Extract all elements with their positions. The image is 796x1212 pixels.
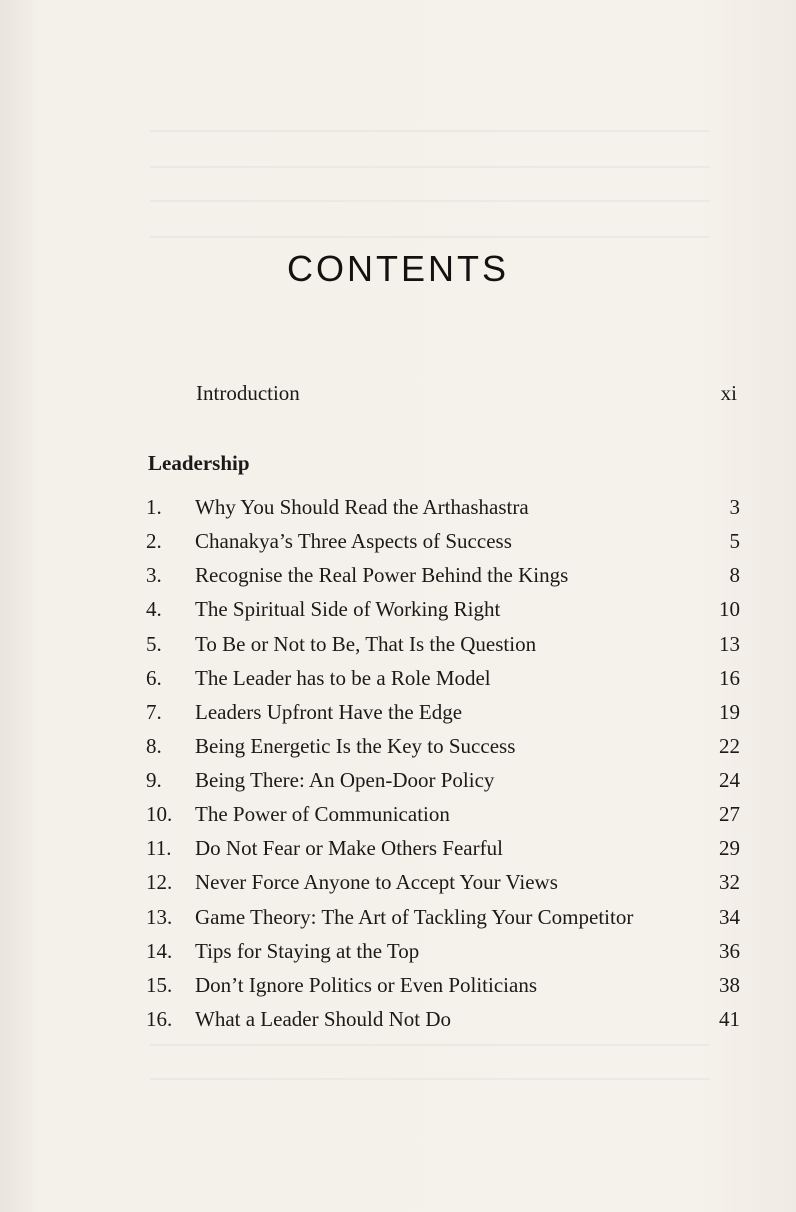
toc-entry[interactable]	[146, 939, 740, 973]
toc-entry[interactable]	[146, 905, 740, 939]
toc-entry-title: The Spiritual Side of Working Right	[195, 597, 501, 622]
toc-entry[interactable]	[146, 836, 740, 870]
toc-entry-title: The Power of Communication	[195, 802, 450, 827]
toc-entry[interactable]	[146, 870, 740, 904]
toc-entry[interactable]	[146, 597, 740, 631]
toc-entry-page: 36	[719, 938, 740, 963]
bleed-through-line	[150, 236, 710, 238]
toc-entry-number: 13.	[146, 904, 173, 929]
toc-entry-page: 29	[719, 836, 740, 861]
bleed-through-line	[150, 1078, 710, 1080]
toc-entry-page: 5	[729, 529, 740, 554]
toc-list	[146, 495, 740, 1041]
toc-entry-title: Never Force Anyone to Accept Your Views	[195, 870, 558, 895]
toc-entry-page: 41	[719, 1006, 740, 1031]
toc-entry-title: The Leader has to be a Role Model	[195, 665, 491, 690]
toc-entry-number: 2.	[146, 529, 162, 554]
toc-entry-title: What a Leader Should Not Do	[195, 1006, 452, 1031]
toc-entry-title: Do Not Fear or Make Others Fearful	[195, 836, 503, 861]
toc-entry[interactable]	[146, 768, 740, 802]
toc-entry-title: Leaders Upfront Have the Edge	[195, 699, 463, 724]
toc-entry-number: 7.	[146, 699, 162, 724]
toc-entry-title: Don’t Ignore Politics or Even Politicians	[195, 972, 537, 997]
toc-entry-page: 24	[719, 768, 740, 792]
toc-entry-number: 14.	[146, 938, 173, 963]
toc-entry-number: 5.	[146, 631, 162, 656]
toc-entry-number: 16.	[146, 1006, 173, 1031]
toc-entry[interactable]	[146, 666, 740, 700]
toc-introduction-row[interactable]	[196, 381, 737, 406]
introduction-title: Introduction	[196, 381, 300, 405]
toc-entry-page: 38	[719, 972, 740, 997]
toc-entry-page: 16	[719, 665, 740, 690]
toc-entry-page: 27	[719, 802, 740, 827]
toc-entry[interactable]	[146, 529, 740, 563]
bleed-through-line	[150, 200, 710, 202]
introduction-page: xi	[720, 381, 737, 405]
toc-entry-page: 19	[719, 699, 740, 724]
toc-entry-title: Tips for Staying at the Top	[195, 938, 420, 963]
bleed-through-line	[150, 130, 710, 132]
bleed-through-line	[150, 1044, 710, 1046]
toc-entry[interactable]	[146, 734, 740, 768]
toc-entry-title: Being Energetic Is the Key to Success	[195, 733, 516, 758]
toc-entry[interactable]	[146, 495, 740, 529]
toc-entry-page: 10	[719, 597, 740, 622]
toc-entry-number: 9.	[146, 768, 162, 792]
toc-entry-page: 22	[719, 733, 740, 758]
toc-entry-number: 6.	[146, 665, 162, 690]
toc-entry-number: 11.	[146, 836, 172, 861]
toc-entry[interactable]	[146, 632, 740, 666]
toc-entry-title: Being There: An Open-Door Policy	[195, 768, 495, 792]
page-title: CONTENTS	[287, 248, 509, 289]
toc-entry-number: 3.	[146, 563, 162, 588]
toc-entry-title: Why You Should Read the Arthashastra	[195, 495, 529, 519]
toc-entry[interactable]	[146, 973, 740, 1007]
toc-entry-title: To Be or Not to Be, That Is the Question	[195, 631, 537, 656]
toc-entry[interactable]	[146, 563, 740, 597]
toc-entry-page: 34	[719, 904, 740, 929]
toc-entry-number: 1.	[146, 495, 162, 519]
toc-entry-number: 12.	[146, 870, 173, 895]
toc-entry-page: 13	[719, 631, 740, 656]
section-heading: Leadership	[148, 451, 250, 475]
toc-entry-number: 15.	[146, 972, 173, 997]
toc-entry-page: 32	[719, 870, 740, 895]
bleed-through-line	[150, 166, 710, 168]
toc-entry-title: Game Theory: The Art of Tackling Your Competitor	[195, 904, 634, 929]
toc-entry-title: Chanakya’s Three Aspects of Success	[195, 529, 512, 554]
toc-entry-number: 4.	[146, 597, 162, 622]
toc-entry-number: 8.	[146, 733, 162, 758]
toc-entry[interactable]	[146, 802, 740, 836]
toc-entry-title: Recognise the Real Power Behind the Kings	[195, 563, 569, 588]
toc-entry[interactable]	[146, 1007, 740, 1041]
toc-entry-number: 10.	[146, 802, 173, 827]
toc-entry-page: 3	[729, 495, 740, 519]
toc-entry[interactable]	[146, 700, 740, 734]
toc-entry-page: 8	[729, 563, 740, 588]
